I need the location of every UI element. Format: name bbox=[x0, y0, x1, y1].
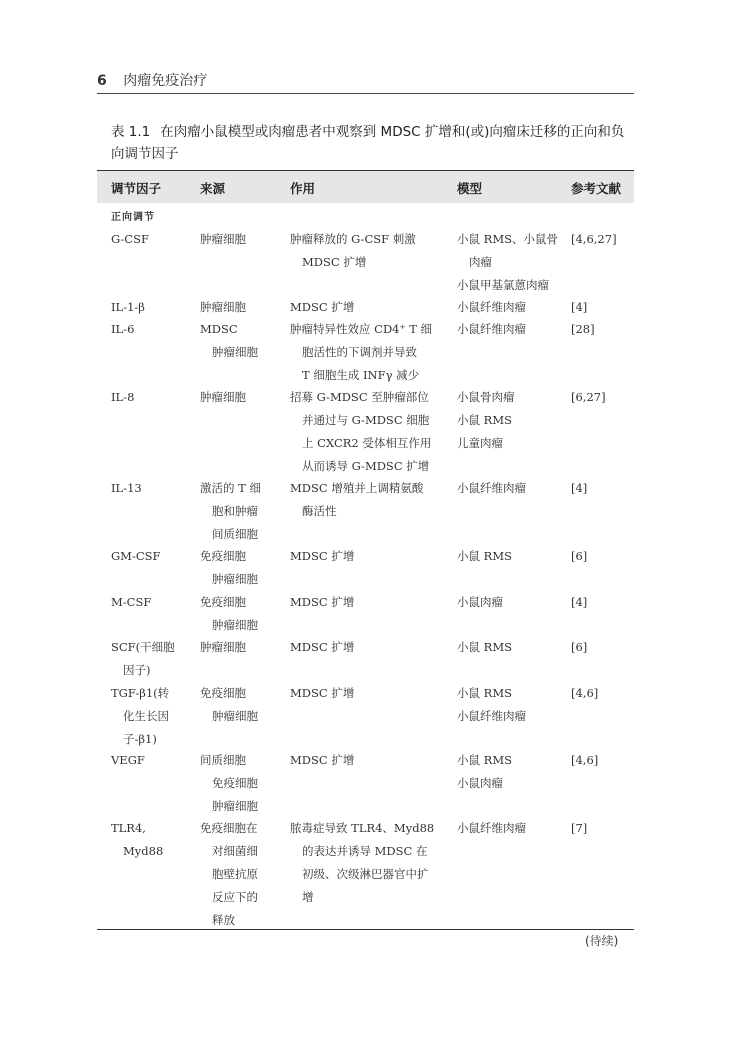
ref-line: [4,6,27] bbox=[571, 232, 617, 246]
factor-cell bbox=[111, 296, 193, 319]
factor-cell bbox=[111, 545, 193, 568]
caption-line-1: 在肉瘤小鼠模型或肉瘤患者中观察到 MDSC 扩增和(或)向瘤床迁移的正向和负 bbox=[160, 124, 625, 140]
factor-cell bbox=[111, 749, 193, 772]
ref-cell bbox=[571, 591, 633, 614]
source-line: 肿瘤细胞 bbox=[200, 390, 246, 404]
effect-cell bbox=[290, 477, 447, 523]
effect-line: MDSC 增殖并上调精氨酸 bbox=[290, 481, 424, 495]
effect-line: 肿瘤释放的 G-CSF 刺激 bbox=[290, 232, 416, 246]
model-cell bbox=[457, 591, 567, 614]
model-line: 儿童肉瘤 bbox=[457, 436, 503, 450]
effect-line: 初级、次级淋巴器官中扩 bbox=[302, 867, 429, 881]
effect-cell bbox=[290, 591, 447, 614]
ref-line: [7] bbox=[571, 821, 588, 835]
table-bottom-rule bbox=[97, 929, 634, 930]
section-label-positive: 正向调节 bbox=[111, 212, 155, 223]
effect-cell bbox=[290, 749, 447, 772]
source-line: 间质细胞 bbox=[212, 527, 258, 541]
effect-line: 脓毒症导致 TLR4、Myd88 bbox=[290, 821, 435, 835]
ref-cell bbox=[571, 318, 633, 341]
source-line: 免疫细胞 bbox=[200, 549, 246, 563]
effect-cell bbox=[290, 318, 447, 387]
table-header bbox=[97, 170, 634, 203]
factor-cell bbox=[111, 636, 193, 682]
ref-line: [4] bbox=[571, 595, 588, 609]
effect-line: MDSC 扩增 bbox=[290, 300, 355, 314]
ref-line: [28] bbox=[571, 322, 595, 336]
factor-line: IL-13 bbox=[111, 481, 142, 495]
source-cell bbox=[200, 477, 278, 546]
model-cell bbox=[457, 545, 567, 568]
ref-cell bbox=[571, 477, 633, 500]
factor-cell bbox=[111, 318, 193, 341]
source-line: 反应下的 bbox=[212, 890, 258, 904]
header-source: 来源 bbox=[200, 181, 226, 196]
model-cell bbox=[457, 228, 567, 297]
model-cell bbox=[457, 636, 567, 659]
ref-cell bbox=[571, 636, 633, 659]
ref-cell bbox=[571, 682, 633, 705]
factor-line: M-CSF bbox=[111, 595, 152, 609]
factor-line: 因子) bbox=[123, 663, 151, 677]
factor-line: SCF(干细胞 bbox=[111, 640, 175, 654]
model-cell bbox=[457, 296, 567, 319]
factor-line: IL-1-β bbox=[111, 300, 145, 314]
effect-cell bbox=[290, 817, 447, 909]
source-line: 肿瘤细胞 bbox=[212, 572, 258, 586]
factor-line: G-CSF bbox=[111, 232, 149, 246]
source-cell bbox=[200, 386, 278, 409]
model-cell bbox=[457, 817, 567, 840]
ref-line: [4,6] bbox=[571, 753, 599, 767]
model-cell bbox=[457, 318, 567, 341]
source-line: 对细菌细 bbox=[212, 844, 258, 858]
factor-cell bbox=[111, 682, 193, 751]
effect-line: MDSC 扩增 bbox=[290, 640, 355, 654]
source-line: 肿瘤细胞 bbox=[212, 345, 258, 359]
source-cell bbox=[200, 545, 278, 591]
source-line: 肿瘤细胞 bbox=[200, 640, 246, 654]
model-cell bbox=[457, 682, 567, 728]
model-line: 小鼠纤维肉瘤 bbox=[457, 300, 526, 314]
ref-cell bbox=[571, 228, 633, 251]
model-line: 小鼠骨肉瘤 bbox=[457, 390, 515, 404]
effect-cell bbox=[290, 228, 447, 274]
source-cell bbox=[200, 228, 278, 251]
model-line: 小鼠 RMS bbox=[457, 413, 512, 427]
source-line: 肿瘤细胞 bbox=[212, 799, 258, 813]
factor-line: TLR4, bbox=[111, 821, 146, 835]
factor-line: 化生长因 bbox=[123, 709, 169, 723]
header-factor: 调节因子 bbox=[111, 181, 162, 196]
source-line: 免疫细胞 bbox=[212, 776, 258, 790]
effect-line: 肿瘤特异性效应 CD4⁺ T 细 bbox=[290, 322, 433, 336]
factor-cell bbox=[111, 477, 193, 500]
model-cell bbox=[457, 749, 567, 795]
factor-cell bbox=[111, 228, 193, 251]
model-line: 小鼠 RMS bbox=[457, 686, 512, 700]
factor-line: TGF-β1(转 bbox=[111, 686, 170, 700]
effect-line: MDSC 扩增 bbox=[290, 549, 355, 563]
ref-cell bbox=[571, 296, 633, 319]
model-line: 小鼠肉瘤 bbox=[457, 776, 503, 790]
header-effect: 作用 bbox=[290, 181, 316, 196]
effect-line: 上 CXCR2 受体相互作用 bbox=[302, 436, 432, 450]
ref-line: [4,6] bbox=[571, 686, 599, 700]
source-line: 肿瘤细胞 bbox=[212, 618, 258, 632]
source-cell bbox=[200, 682, 278, 728]
continued-note: (待续) bbox=[585, 934, 619, 948]
source-cell bbox=[200, 817, 278, 932]
factor-cell bbox=[111, 817, 193, 863]
model-line: 小鼠 RMS bbox=[457, 549, 512, 563]
table-caption bbox=[111, 121, 636, 165]
effect-cell bbox=[290, 545, 447, 568]
effect-cell bbox=[290, 636, 447, 659]
effect-line: MDSC 扩增 bbox=[290, 753, 355, 767]
model-line: 肉瘤 bbox=[469, 255, 492, 269]
ref-line: [6] bbox=[571, 549, 588, 563]
source-line: 免疫细胞 bbox=[200, 686, 246, 700]
source-line: 胞和肿瘤 bbox=[212, 504, 258, 518]
caption-line-2: 向调节因子 bbox=[111, 146, 179, 162]
effect-line: T 细胞生成 INFγ 减少 bbox=[302, 368, 420, 382]
ref-line: [4] bbox=[571, 300, 588, 314]
model-line: 小鼠 RMS bbox=[457, 753, 512, 767]
effect-cell bbox=[290, 682, 447, 705]
factor-line: IL-6 bbox=[111, 322, 135, 336]
source-line: 免疫细胞 bbox=[200, 595, 246, 609]
factor-line: IL-8 bbox=[111, 390, 135, 404]
model-cell bbox=[457, 477, 567, 500]
source-cell bbox=[200, 636, 278, 659]
ref-line: [6] bbox=[571, 640, 588, 654]
ref-cell bbox=[571, 817, 633, 840]
header-model: 模型 bbox=[457, 181, 483, 196]
ref-line: [6,27] bbox=[571, 390, 606, 404]
source-line: 肿瘤细胞 bbox=[200, 300, 246, 314]
effect-cell bbox=[290, 386, 447, 478]
source-line: 间质细胞 bbox=[200, 753, 246, 767]
model-line: 小鼠 RMS、小鼠骨 bbox=[457, 232, 558, 246]
effect-line: 增 bbox=[302, 890, 314, 904]
source-line: 肿瘤细胞 bbox=[212, 709, 258, 723]
source-cell bbox=[200, 318, 278, 364]
model-line: 小鼠纤维肉瘤 bbox=[457, 821, 526, 835]
effect-cell bbox=[290, 296, 447, 319]
effect-line: 的表达并诱导 MDSC 在 bbox=[302, 844, 428, 858]
ref-line: [4] bbox=[571, 481, 588, 495]
factor-line: Myd88 bbox=[123, 844, 164, 858]
model-line: 小鼠甲基氯蒽肉瘤 bbox=[457, 278, 549, 292]
header-ref: 参考文献 bbox=[571, 181, 622, 196]
factor-line: GM-CSF bbox=[111, 549, 161, 563]
source-line: 激活的 T 细 bbox=[200, 481, 261, 495]
book-title: 肉瘤免疫治疗 bbox=[123, 73, 208, 89]
ref-cell bbox=[571, 545, 633, 568]
source-line: 免疫细胞在 bbox=[200, 821, 258, 835]
source-cell bbox=[200, 296, 278, 319]
ref-cell bbox=[571, 386, 633, 409]
factor-cell bbox=[111, 386, 193, 409]
effect-line: MDSC 扩增 bbox=[290, 686, 355, 700]
source-line: 肿瘤细胞 bbox=[200, 232, 246, 246]
model-line: 小鼠纤维肉瘤 bbox=[457, 709, 526, 723]
header-rule bbox=[97, 93, 634, 94]
effect-line: MDSC 扩增 bbox=[302, 255, 367, 269]
ref-cell bbox=[571, 749, 633, 772]
model-line: 小鼠纤维肉瘤 bbox=[457, 481, 526, 495]
effect-line: 招募 G-MDSC 至肿瘤部位 bbox=[290, 390, 429, 404]
factor-line: 子-β1) bbox=[123, 732, 157, 746]
table-number: 表 1.1 bbox=[111, 124, 151, 140]
factor-line: VEGF bbox=[111, 753, 145, 767]
page-number: 6 bbox=[97, 73, 107, 89]
effect-line: 酶活性 bbox=[302, 504, 337, 518]
source-cell bbox=[200, 591, 278, 637]
effect-line: 胞活性的下调剂并导致 bbox=[302, 345, 417, 359]
effect-line: 并通过与 G-MDSC 细胞 bbox=[302, 413, 430, 427]
effect-line: 从而诱导 G-MDSC 扩增 bbox=[302, 459, 430, 473]
source-line: MDSC bbox=[200, 322, 238, 336]
running-head bbox=[97, 70, 634, 90]
source-cell bbox=[200, 749, 278, 818]
factor-cell bbox=[111, 591, 193, 614]
source-line: 胞壁抗原 bbox=[212, 867, 258, 881]
model-cell bbox=[457, 386, 567, 455]
model-line: 小鼠 RMS bbox=[457, 640, 512, 654]
effect-line: MDSC 扩增 bbox=[290, 595, 355, 609]
source-line: 释放 bbox=[212, 913, 235, 927]
model-line: 小鼠肉瘤 bbox=[457, 595, 503, 609]
model-line: 小鼠纤维肉瘤 bbox=[457, 322, 526, 336]
